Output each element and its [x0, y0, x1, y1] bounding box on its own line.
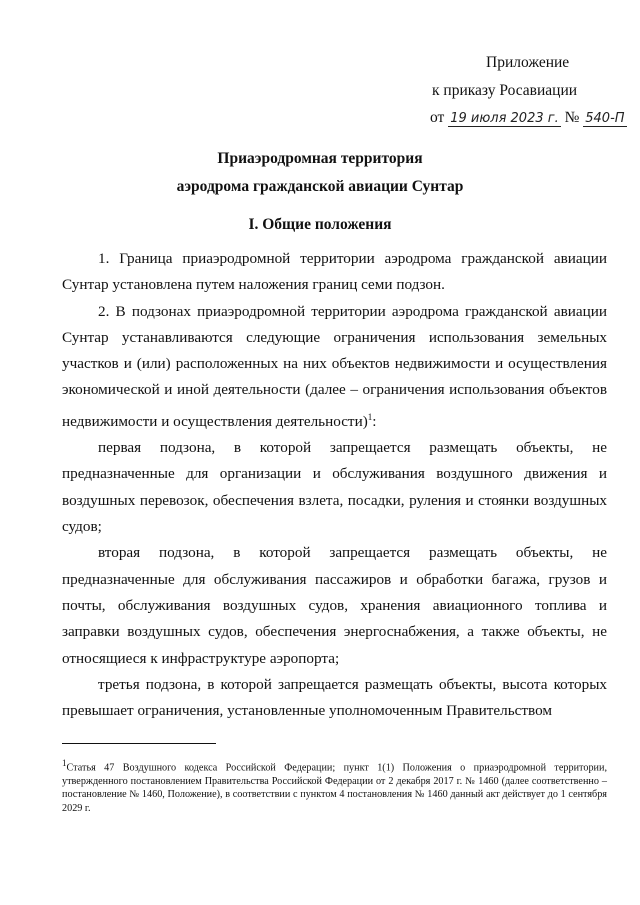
footnote-text: Статья 47 Воздушного кодекса Российской Федерации; пункт 1(1) Положения о приаэродромной территории, утвержденного постановлением Правительства Российской Федерации от 2 декабря 2017 г. № 1460 (далее соответственно – постановление № 1460, Положение), в соответствии с пунктом 4 постановления № 1460 данный акт действует до 1 сентября 2029 г. — [62, 762, 607, 814]
footnote-divider — [62, 743, 216, 744]
appendix-label: Приложение — [486, 54, 570, 71]
date-prefix: от — [430, 109, 445, 126]
handwritten-date: 19 июля 2023 г. — [450, 111, 559, 126]
order-date-number — [430, 109, 640, 127]
paragraph-subzone-3: третья подзона, в которой запрещается размещать объекты, высота которых превышает ограничения, установленные уполномоченным Правительством — [62, 675, 607, 720]
paragraph-subzone-1: первая подзона, в которой запрещается размещать объекты, не предназначенные для организации и обслуживания воздушного движения и воздушных перевозок, обеспечения взлета, посадки, руления и стоянки воздушных судов; — [62, 439, 607, 536]
paragraph-1: 1. Граница приаэродромной территории аэродрома гражданской авиации Сунтар установлена путем наложения границ семи подзон. — [62, 250, 607, 294]
footnote-reference[interactable]: 1 — [367, 411, 373, 422]
paragraph-2 — [62, 299, 607, 436]
footnote-mark: 1 — [62, 758, 67, 768]
paragraph-2-text: 2. В подзонах приаэродромной территории аэродрома гражданской авиации Сунтар устанавливаются следующие ограничения использования земельных участков и (или) расположенных на них объектов недвижимости и осуществления экономической и иной деятельности (далее – ограничения использования объектов недвижимости и осуществления деятельности) — [62, 302, 607, 430]
document-title-line1: Приаэродромная территория — [217, 150, 423, 167]
document-title-line2: аэродрома гражданской авиации Сунтар — [176, 178, 464, 195]
handwritten-number: 540-П — [585, 111, 625, 126]
document-body — [62, 246, 607, 724]
paragraph-2-end: : — [372, 412, 377, 430]
section-heading: I. Общие положения — [248, 216, 392, 233]
footnote — [62, 757, 607, 815]
order-reference: к приказу Росавиации — [432, 82, 578, 99]
number-prefix: № — [564, 109, 580, 126]
paragraph-subzone-2: вторая подзона, в которой запрещается размещать объекты, не предназначенные для обслуживания пассажиров и обработки багажа, грузов и почты, обслуживания воздушных судов, хранения авиационного топлива и заправки воздушных судов, обеспечения энергоснабжения, а также объекты, не относящиеся к инфраструктуре аэропорта; — [62, 544, 607, 667]
